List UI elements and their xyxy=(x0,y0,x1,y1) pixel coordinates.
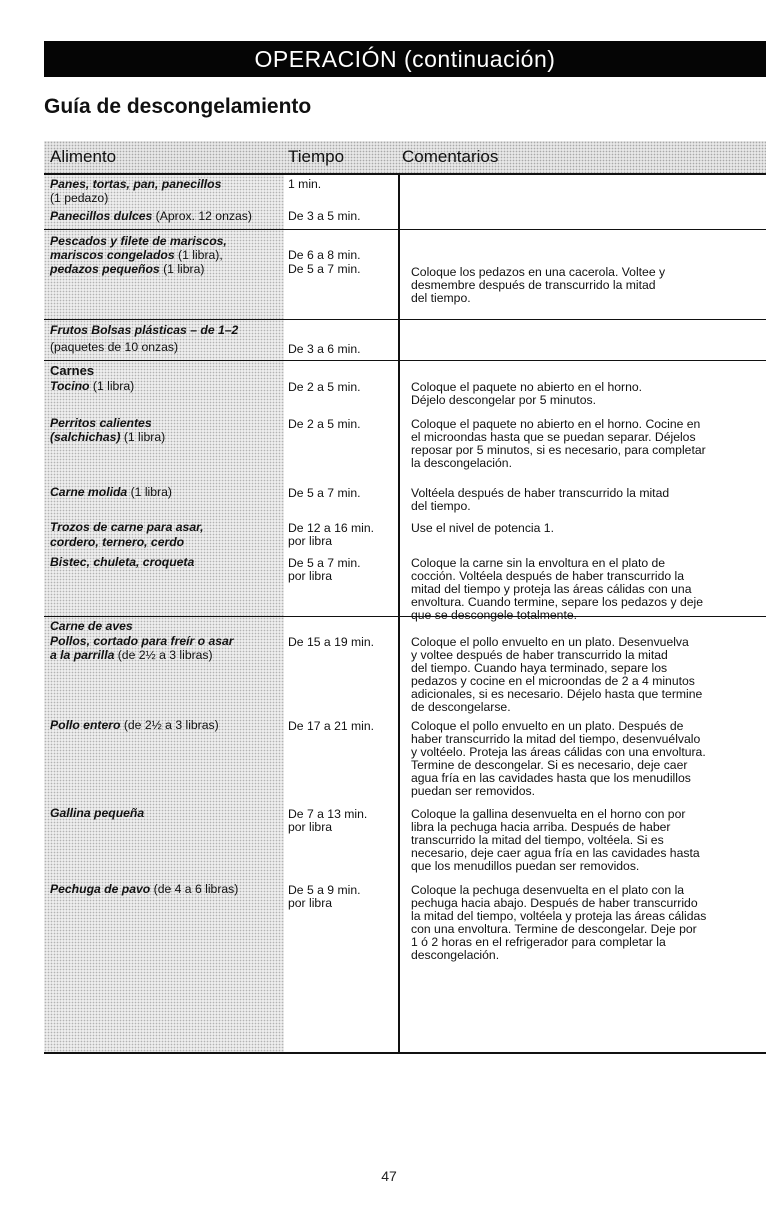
food-item: Panes, tortas, pan, panecillos xyxy=(50,177,222,191)
food-qty: (paquetes de 10 onzas) xyxy=(50,340,179,354)
food-item: mariscos congelados (1 libra), xyxy=(50,248,223,262)
comment-text: Voltéela después de haber transcurrido la mitad del tiempo. xyxy=(411,486,670,513)
time-value: 1 min. xyxy=(288,177,322,191)
food-item: Frutos Bolsas plásticas – de 1–2 xyxy=(50,323,239,337)
header-comments: Comentarios xyxy=(402,147,499,166)
food-item: Pollos, cortado para freír o asar xyxy=(50,634,234,648)
time-value: De 5 a 7 min. por libra xyxy=(288,556,361,583)
header-rule xyxy=(44,173,766,175)
time-value: De 12 a 16 min. por libra xyxy=(288,521,375,548)
time-value: De 15 a 19 min. xyxy=(288,635,375,649)
comment-text: Coloque los pedazos en una cacerola. Voltee y desmembre después de transcurrido la mitad del tiempo. xyxy=(411,265,666,305)
food-item: pedazos pequeños (1 libra) xyxy=(50,262,205,276)
section-label-meats: Carnes xyxy=(50,363,95,378)
time-value: De 3 a 5 min. xyxy=(288,209,361,223)
food-item: Tocino (1 libra) xyxy=(50,379,135,393)
comment-text: Use el nivel de potencia 1. xyxy=(411,521,554,535)
food-item: Carne molida (1 libra) xyxy=(50,485,172,499)
time-value: De 5 a 7 min. xyxy=(288,262,361,276)
table-bottom-rule xyxy=(44,1052,766,1054)
food-qty: (1 pedazo) xyxy=(50,191,109,205)
row-divider xyxy=(44,229,766,230)
comment-text: Coloque el pollo envuelto en un plato. Después de haber transcurrido la mitad del tiempo, desenvuélvalo y voltéelo. Proteja las áreas cálidas con una envoltura. Termine de descongelar. Si es necesario, deje caer agua fría en las cavidades hasta que los menudillos puedan ser removidos. xyxy=(411,719,706,798)
food-item: Perritos calientes xyxy=(50,416,152,430)
row-divider xyxy=(44,360,766,361)
guide-title: Guía de descongelamiento xyxy=(44,95,312,118)
time-value: De 2 a 5 min. xyxy=(288,380,361,394)
time-value: De 6 a 8 min. xyxy=(288,248,361,262)
time-value: De 5 a 9 min. por libra xyxy=(288,883,361,910)
food-item: Panecillos dulces (Aprox. 12 onzas) xyxy=(50,209,252,223)
comments-column-rule xyxy=(398,175,400,1052)
time-value: De 3 a 6 min. xyxy=(288,342,361,356)
food-item: Bistec, chuleta, croqueta xyxy=(50,555,195,569)
header-food: Alimento xyxy=(50,147,117,166)
section-label-poultry: Carne de aves xyxy=(50,619,133,633)
time-value: De 5 a 7 min. xyxy=(288,486,361,500)
food-item: Pescados y filete de mariscos, xyxy=(50,234,227,248)
comment-text: Coloque el paquete no abierto en el horno. Déjelo descongelar por 5 minutos. xyxy=(411,380,643,407)
comment-text: Coloque la carne sin la envoltura en el plato de cocción. Voltéela después de haber transcurrido la mitad del tiempo y proteja las áreas cálidas con una envoltura. Cuando termine, separe los pedazos y deje que se descongele totalmente. xyxy=(411,556,704,622)
food-item: Pollo entero (de 2½ a 3 libras) xyxy=(50,718,219,732)
header-time: Tiempo xyxy=(288,147,345,166)
comment-text: Coloque el pollo envuelto en un plato. Desenvuelva y voltee después de haber transcurrido la mitad del tiempo. Cuando haya terminado, separe los pedazos y cocine en el microondas de 2 a 4 minutos adicionales, si es necesario. Déjelo hasta que termine de descongelarse. xyxy=(411,635,703,714)
time-value: De 7 a 13 min. por libra xyxy=(288,807,368,834)
defrost-table xyxy=(44,141,766,1053)
banner-title: OPERACIÓN (continuación) xyxy=(254,46,556,72)
food-column-shading xyxy=(44,173,284,1053)
food-item: Pechuga de pavo (de 4 a 6 libras) xyxy=(50,882,239,896)
food-item: Gallina pequeña xyxy=(50,806,145,820)
comment-text: Coloque la gallina desenvuelta en el horno con por libra la pechuga hacia arriba. Después de haber transcurrido la mitad del tiempo, voltéela. Si es necesario, deje caer agua fría en las cavidades hasta que los menudillos puedan ser removidos. xyxy=(411,807,700,873)
section-banner xyxy=(44,41,766,77)
food-item: (salchichas) (1 libra) xyxy=(50,430,166,444)
comment-text: Coloque el paquete no abierto en el horno. Cocine en el microondas hasta que se puedan separar. Déjelos reposar por 5 minutos, si es necesario, para completar la descongelación. xyxy=(411,417,706,470)
comment-text: Coloque la pechuga desenvuelta en el plato con la pechuga hacia abajo. Después de haber transcurrido la mitad del tiempo, voltéela y proteja las áreas cálidas con una envoltura. Termine de descongelar. Deje por 1 ó 2 horas en el refrigerador para completar la descongelación. xyxy=(411,883,707,962)
food-item: cordero, ternero, cerdo xyxy=(50,535,185,549)
page-number: 47 xyxy=(381,1168,397,1184)
time-value: De 17 a 21 min. xyxy=(288,719,375,733)
food-item: a la parrilla (de 2½ a 3 libras) xyxy=(50,648,213,662)
time-value: De 2 a 5 min. xyxy=(288,417,361,431)
row-divider xyxy=(44,319,766,320)
food-item: Trozos de carne para asar, xyxy=(50,520,204,534)
